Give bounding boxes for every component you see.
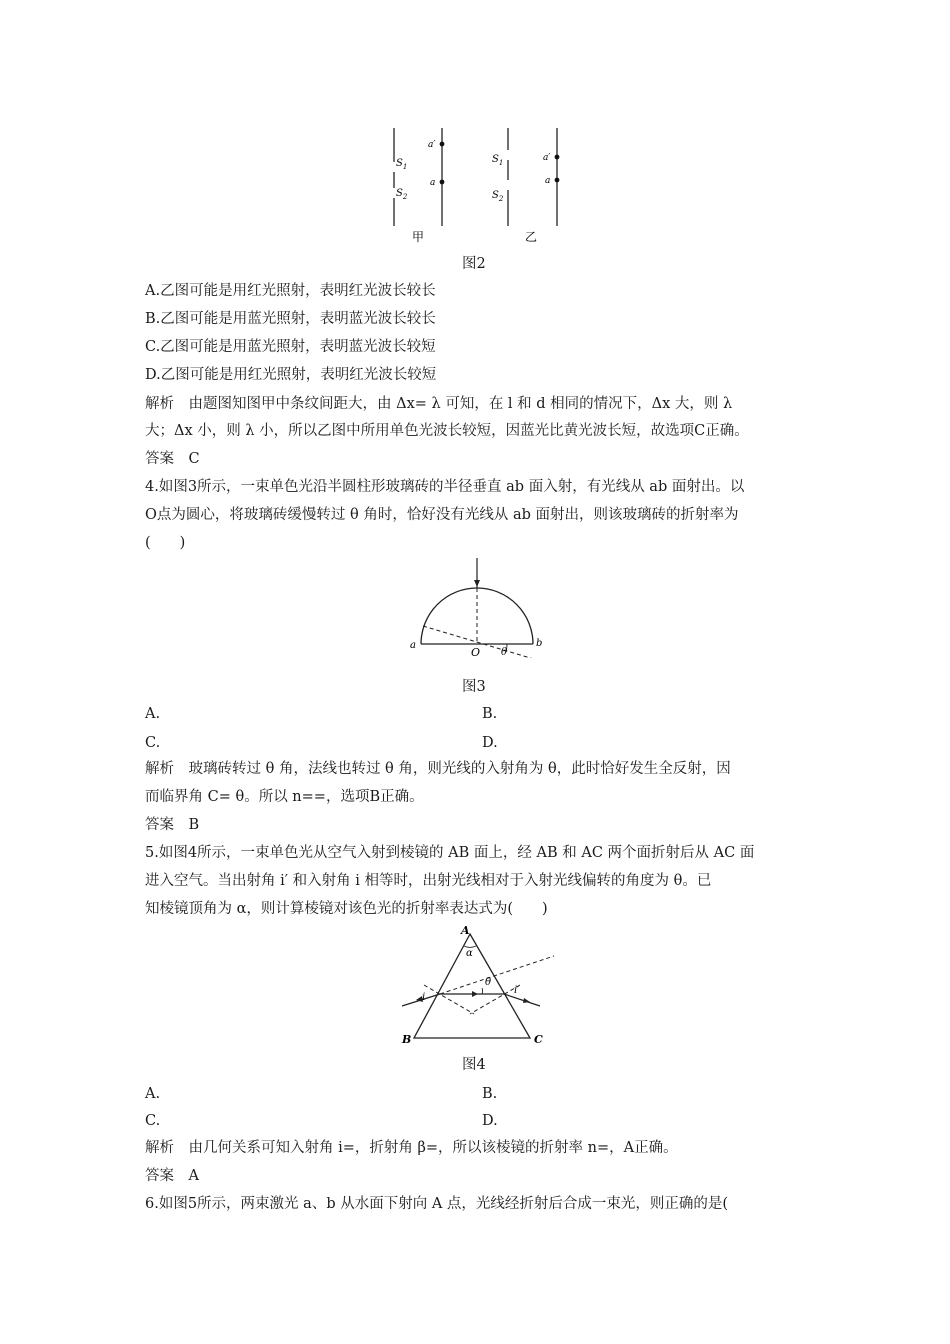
fig2-right-title: 乙 xyxy=(525,230,538,244)
fig4-label-alpha: α xyxy=(466,948,473,959)
q5-stem-line-3: 知棱镜顶角为 α，则计算棱镜对该色光的折射率表达式为( ) xyxy=(145,901,548,917)
svg-text:S2: $S_2$ xyxy=(396,188,408,201)
q3-option-b: B.乙图可能是用蓝光照射，表明蓝光波长较长 xyxy=(145,311,436,327)
fig2-right-label-s2: S xyxy=(492,190,499,201)
fig3-label-a: a xyxy=(410,640,416,651)
svg-text:S2: $S_2$ xyxy=(492,190,504,203)
fig4-label-i-prime: i′ xyxy=(514,985,520,996)
q5-stem-line-2: 进入空气。当出射角 i′ 和入射角 i 相等时，出射光线相对于入射光线偏转的角度为 θ。已 xyxy=(145,873,712,889)
figure-3 xyxy=(405,556,555,658)
q4-stem-line-3: ( ) xyxy=(145,535,186,551)
q4-option-a: A. xyxy=(145,706,161,722)
q5-stem-line-1: 5.如图4所示，一束单色光从空气入射到棱镜的 AB 面上，经 AB 和 AC 两个面折射后从 AC 面 xyxy=(145,845,755,861)
fig2-right-point-a-prime xyxy=(555,155,560,160)
fig2-right-label-a-prime: a′ xyxy=(543,153,551,163)
fig4-internal-arrow xyxy=(472,991,478,997)
fig2-left-label-a-prime: a′ xyxy=(428,140,436,150)
fig2-right-label-s1: S xyxy=(492,154,499,165)
svg-text:S1: $S_1$ xyxy=(396,158,408,171)
q4-stem-line-2: O点为圆心，将玻璃砖缓慢转过 θ 角时，恰好没有光线从 ab 面射出，则该玻璃砖的折射率为 xyxy=(145,507,739,523)
fig4-normal-right xyxy=(470,985,520,1014)
q3-answer: 答案 C xyxy=(145,451,200,467)
q3-analysis-line-2: 大；Δx 小，则 λ 小，所以乙图中所用单色光波长较短，因蓝光比黄光波长短，故选项C正确。 xyxy=(145,423,749,439)
q4-option-b: B. xyxy=(482,706,498,722)
fig3-label-theta: θ xyxy=(501,647,508,658)
q5-option-d: D. xyxy=(482,1113,498,1129)
q4-analysis-line-1: 解析 玻璃砖转过 θ 角，法线也转过 θ 角，则光线的入射角为 θ，此时恰好发生全反射，因 xyxy=(145,761,731,777)
fig3-caption: 图3 xyxy=(462,679,486,695)
fig2-right-label-a: a xyxy=(545,176,551,186)
fig4-incident-extension xyxy=(440,956,554,994)
q3-option-c: C.乙图可能是用蓝光照射，表明蓝光波长较短 xyxy=(145,339,436,355)
q3-option-d: D.乙图可能是用红光照射，表明红光波长较短 xyxy=(145,367,437,383)
q5-option-b: B. xyxy=(482,1086,498,1102)
q4-answer: 答案 B xyxy=(145,817,200,833)
q5-option-c: C. xyxy=(145,1113,161,1129)
fig2-caption: 图2 xyxy=(462,256,486,272)
fig4-theta-arc xyxy=(482,988,483,994)
q5-analysis: 解析 由几何关系可知入射角 i=，折射角 β=，所以该棱镜的折射率 n=，A正确。 xyxy=(145,1140,678,1156)
q4-stem-line-1: 4.如图3所示，一束单色光沿半圆柱形玻璃砖的半径垂直 ab 面入射，有光线从 ab 面射出。以 xyxy=(145,479,745,495)
q6-stem-line-1: 6.如图5所示，两束激光 a、b 从水面下射向 A 点，光线经折射后合成一束光，则正确的是( xyxy=(145,1196,729,1212)
fig2-label-s1: S xyxy=(396,158,403,169)
fig4-label-C: C xyxy=(534,1033,543,1046)
fig2-left-point-a-prime xyxy=(440,142,445,147)
q4-option-d: D. xyxy=(482,735,498,751)
fig2-left-title: 甲 xyxy=(412,230,425,244)
q4-analysis-line-2: 而临界角 C= θ。所以 n==，选项B正确。 xyxy=(145,789,424,805)
fig4-label-theta: θ xyxy=(485,977,492,988)
fig2-left-label-a: a xyxy=(430,178,436,188)
fig4-caption: 图4 xyxy=(462,1057,486,1073)
fig4-label-i: i xyxy=(422,992,426,1003)
fig4-label-A: A xyxy=(461,924,470,937)
svg-text:S1: $S_1$ xyxy=(492,154,504,167)
fig2-left-point-a xyxy=(440,180,445,185)
fig4-emergent-ray xyxy=(504,994,540,1006)
fig2-right-point-a xyxy=(555,178,560,183)
q3-analysis-line-1: 解析 由题图知图甲中条纹间距大，由 Δx= λ 可知，在 l 和 d 相同的情况下，Δx 大，则 λ xyxy=(145,396,733,412)
fig4-normal-left xyxy=(424,985,474,1014)
figure-2 xyxy=(380,124,580,244)
q3-option-a: A.乙图可能是用红光照射，表明红光波长较长 xyxy=(145,283,436,299)
q4-option-c: C. xyxy=(145,735,161,751)
fig2-label-s2: S xyxy=(396,188,403,199)
q5-option-a: A. xyxy=(145,1086,161,1102)
figure-4 xyxy=(398,922,558,1052)
fig3-ray-arrow xyxy=(474,580,480,587)
fig3-label-b: b xyxy=(536,638,543,649)
q5-answer: 答案 A xyxy=(145,1168,199,1184)
fig3-label-o: O xyxy=(471,646,481,658)
fig4-label-B: B xyxy=(402,1033,412,1046)
